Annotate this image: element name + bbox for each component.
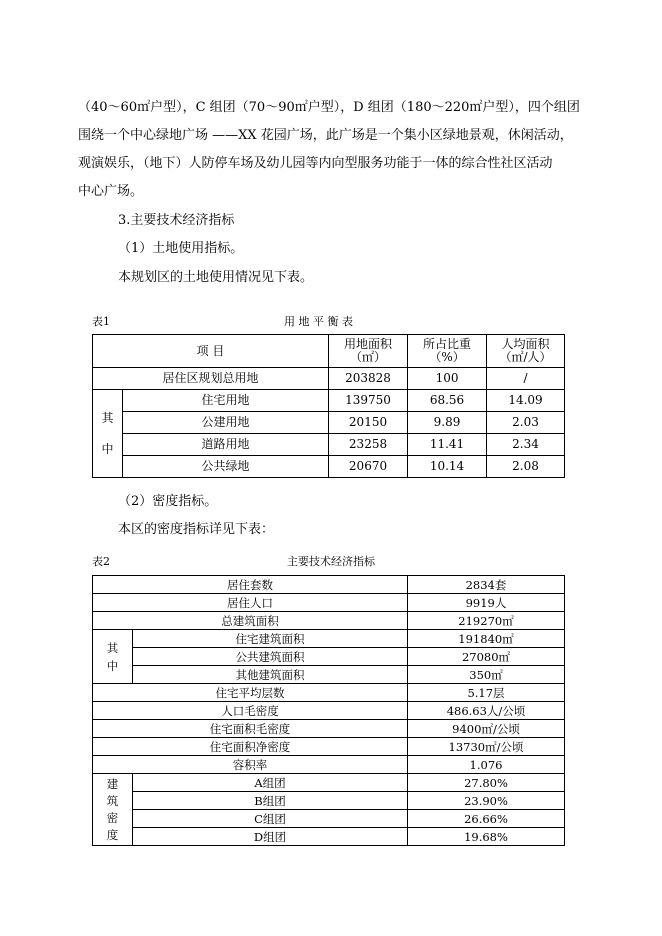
header-per-capita: 人均面积 （㎡/人） <box>487 335 565 368</box>
table-row: B组团 23.90% <box>93 792 565 810</box>
table-row: 建 筑 密 度 A组团 27.80% <box>93 774 565 792</box>
header-area: 用地面积 （㎡） <box>329 335 408 368</box>
group-label: 其 中 <box>93 390 123 478</box>
table1-title: 用 地 平 衡 表 <box>284 315 353 328</box>
table2-label: 表2 <box>92 555 110 568</box>
density-label: 建 筑 密 度 <box>93 774 133 846</box>
table-row: 公共建筑面积 27080㎡ <box>93 648 565 666</box>
header-item: 项 目 <box>93 335 329 368</box>
table-row: 道路用地 23258 11.41 2.34 <box>93 434 565 456</box>
table-row: 公共绿地 20670 10.14 2.08 <box>93 456 565 478</box>
table-row: 住宅面积毛密度 9400㎡/公顷 <box>93 720 565 738</box>
table-row: 其 中 住宅建筑面积 191840㎡ <box>93 630 565 648</box>
subheading-land-use: （1）土地使用指标。 <box>118 241 244 256</box>
table-row: 住宅面积净密度 13730㎡/公顷 <box>93 738 565 756</box>
table-row: 居住人口 9919人 <box>93 594 565 612</box>
paragraph-line-2: 围绕一个中心绿地广场 ——XX 花园广场，此广场是一个集小区绿地景观，休闲活动， <box>78 128 573 143</box>
table-row: 居住区规划总用地 203828 100 / <box>93 368 565 390</box>
section-heading: 3.主要技术经济指标 <box>118 213 235 228</box>
technical-indicators-table <box>92 575 565 846</box>
land-balance-table <box>92 334 565 478</box>
table-row: 住宅平均层数 5.17层 <box>93 684 565 702</box>
paragraph-line-1: （40～60㎡户型），C 组团（70～90㎡户型），D 组团（180～220㎡户型），四个组团 <box>78 100 580 115</box>
table-row: 总建筑面积 219270㎡ <box>93 612 565 630</box>
table-row: C组团 26.66% <box>93 810 565 828</box>
intro-land-use: 本规划区的土地使用情况见下表。 <box>118 270 314 285</box>
paragraph-line-3: 观演娱乐，（地下）人防停车场及幼儿园等内向型服务功能于一体的综合性社区活动 <box>78 156 553 171</box>
table-row: D组团 19.68% <box>93 828 565 846</box>
table-row: 其 中 住宅用地 139750 68.56 14.09 <box>93 390 565 412</box>
sub-label: 其 中 <box>93 630 133 684</box>
table1-label: 表1 <box>92 315 110 328</box>
table-row: 容积率 1.076 <box>93 756 565 774</box>
table-row: 人口毛密度 486.63人/公顷 <box>93 702 565 720</box>
table2-title: 主要技术经济指标 <box>287 555 375 568</box>
table-row: 其他建筑面积 350㎡ <box>93 666 565 684</box>
intro-density: 本区的密度指标详见下表： <box>118 522 275 537</box>
paragraph-line-4: 中心广场。 <box>78 184 144 199</box>
header-ratio: 所占比重 （%） <box>408 335 487 368</box>
table-header-row <box>93 335 565 368</box>
subheading-density: （2）密度指标。 <box>118 494 218 509</box>
table-row: 居住套数 2834套 <box>93 576 565 594</box>
table-row: 公建用地 20150 9.89 2.03 <box>93 412 565 434</box>
